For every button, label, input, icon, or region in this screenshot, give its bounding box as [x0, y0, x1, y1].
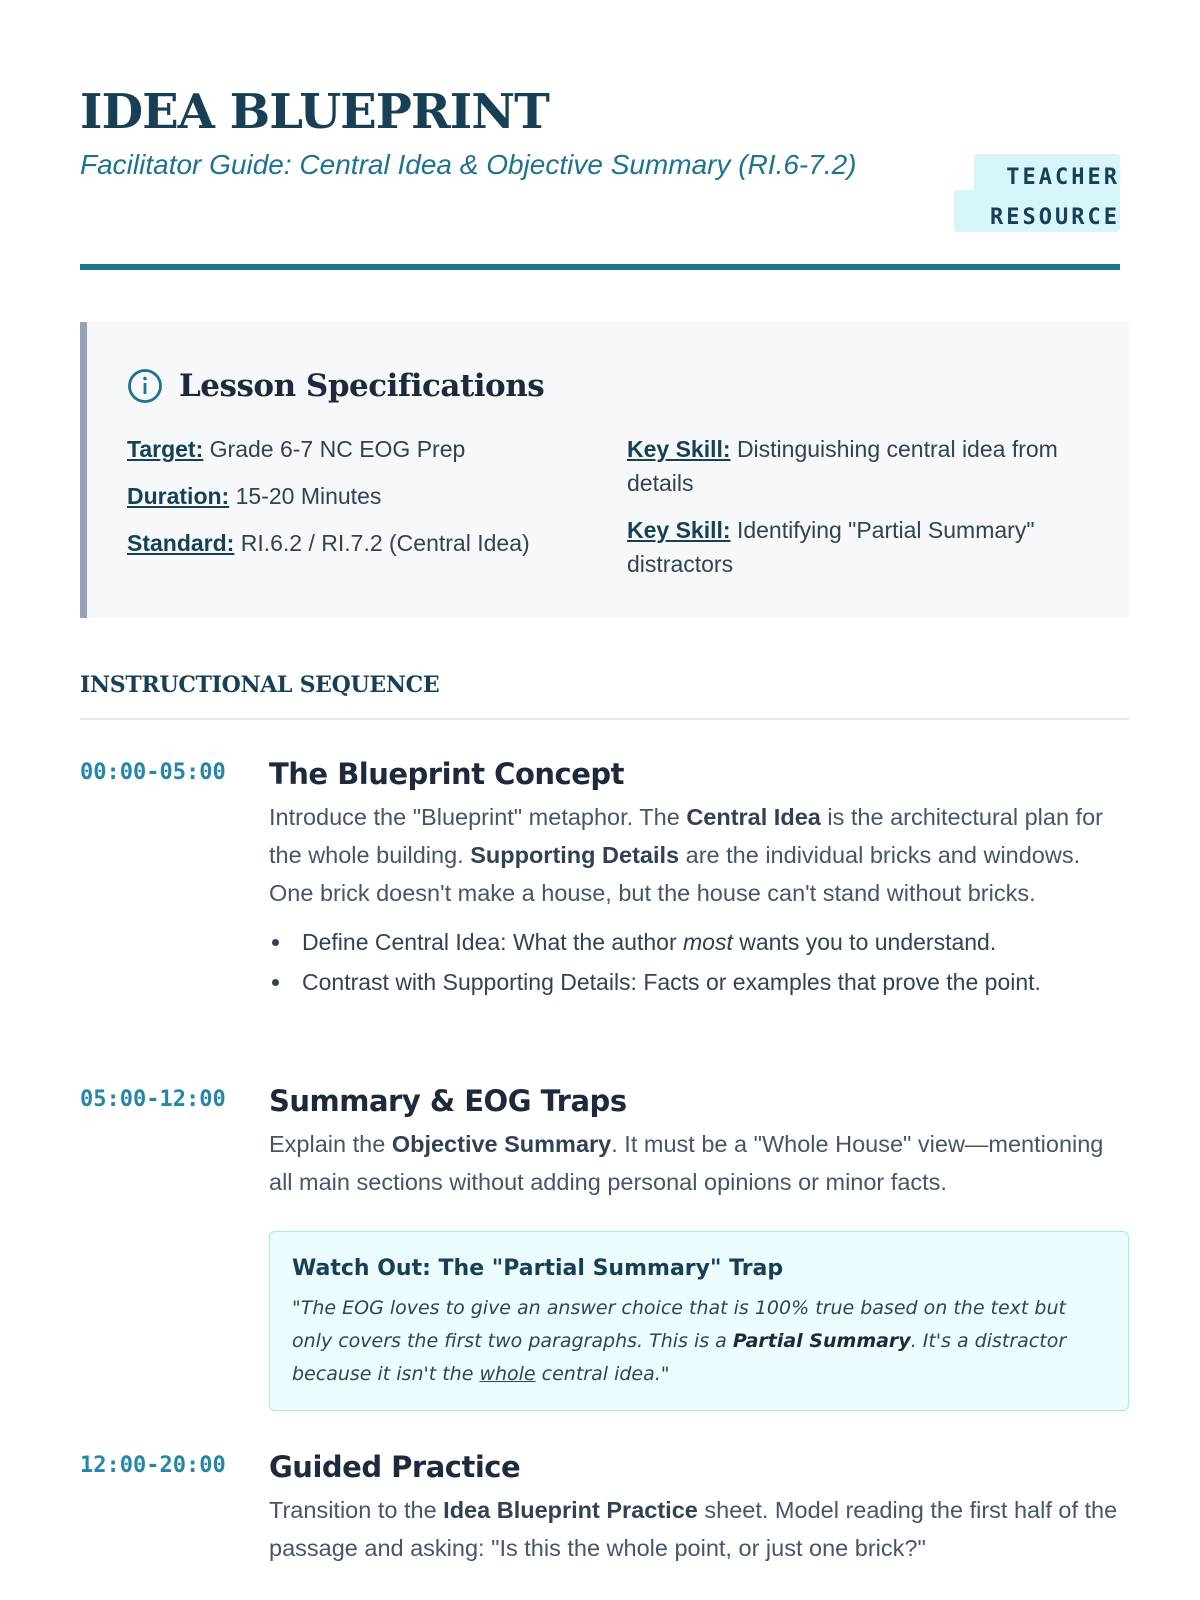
- spec-target: [127, 432, 627, 466]
- callout-title: Watch Out: The "Partial Summary" Trap: [292, 1256, 784, 1281]
- specs-title: Lesson Specifications: [179, 368, 545, 404]
- spec-standard: [127, 526, 627, 560]
- spec-key: Key Skill:: [627, 517, 731, 543]
- step-description: Explain the Objective Summary. It must be a "Whole House" view—mentioning all main sections without adding personal opinions or minor facts.: [269, 1131, 1104, 1195]
- document-header: [80, 0, 1120, 270]
- spec-key: Target:: [127, 436, 204, 462]
- step-title: Summary & EOG Traps: [269, 1084, 627, 1118]
- info-icon: [127, 368, 163, 404]
- step-description: Introduce the "Blueprint" metaphor. The Central Idea is the architectural plan for the whole building. Supporting Details are the individual bricks and windows. One brick doesn't make a house, but the house can't stand without bricks.: [269, 804, 1103, 906]
- spec-value: Identifying "Partial Summary" distractors: [627, 517, 1035, 577]
- spec-key-skill: [627, 432, 1087, 500]
- specs-column-right: [627, 432, 1087, 594]
- specs-heading: [127, 362, 1089, 410]
- spec-value: 15-20 Minutes: [235, 483, 382, 509]
- step-timestamp: 05:00-12:00: [80, 1087, 226, 1112]
- step-timestamp: 00:00-05:00: [80, 760, 226, 785]
- list-item: Define Central Idea: What the author most wants you to understand.: [269, 922, 1129, 962]
- spec-value: Grade 6-7 NC EOG Prep: [209, 436, 466, 462]
- spec-value: Distinguishing central idea from details: [627, 436, 1058, 496]
- spec-key-skill: [627, 513, 1087, 581]
- sequence-divider: [80, 718, 1129, 720]
- step-title: The Blueprint Concept: [269, 757, 624, 791]
- spec-key: Duration:: [127, 483, 230, 509]
- spec-key: Key Skill:: [627, 436, 731, 462]
- teacher-resource-badge: [954, 154, 1120, 236]
- badge-label: TEACHER RESOURCE: [990, 165, 1120, 230]
- callout-quote: "The EOG loves to give an answer choice that is 100% true based on the text but only covers the first two paragraphs. This is a Partial Summary. It's a distractor because it isn't the whole central idea.": [292, 1297, 1067, 1385]
- document-title: IDEA BLUEPRINT: [80, 84, 549, 140]
- document-subtitle: Facilitator Guide: Central Idea & Objective Summary (RI.6-7.2): [80, 149, 857, 180]
- step-description: Transition to the Idea Blueprint Practice sheet. Model reading the first half of the passage and asking: "Is this the whole point, or just one brick?": [269, 1497, 1118, 1561]
- lesson-specifications-panel: [80, 322, 1129, 618]
- sequence-heading: INSTRUCTIONAL SEQUENCE: [80, 672, 440, 698]
- step-title: Guided Practice: [269, 1450, 521, 1484]
- spec-duration: [127, 479, 627, 513]
- step-body: [269, 754, 1129, 1002]
- partial-summary-trap-callout: [269, 1231, 1129, 1411]
- step-bullet-list: [269, 922, 1129, 1002]
- step-body: [269, 1447, 1129, 1567]
- list-item: Contrast with Supporting Details: Facts or examples that prove the point.: [269, 962, 1129, 1002]
- step-timestamp: 12:00-20:00: [80, 1453, 226, 1478]
- spec-key: Standard:: [127, 530, 235, 556]
- step-body: [269, 1081, 1129, 1411]
- spec-value: RI.6.2 / RI.7.2 (Central Idea): [240, 530, 530, 556]
- specs-column-left: [127, 432, 627, 594]
- specs-grid: [127, 432, 1089, 594]
